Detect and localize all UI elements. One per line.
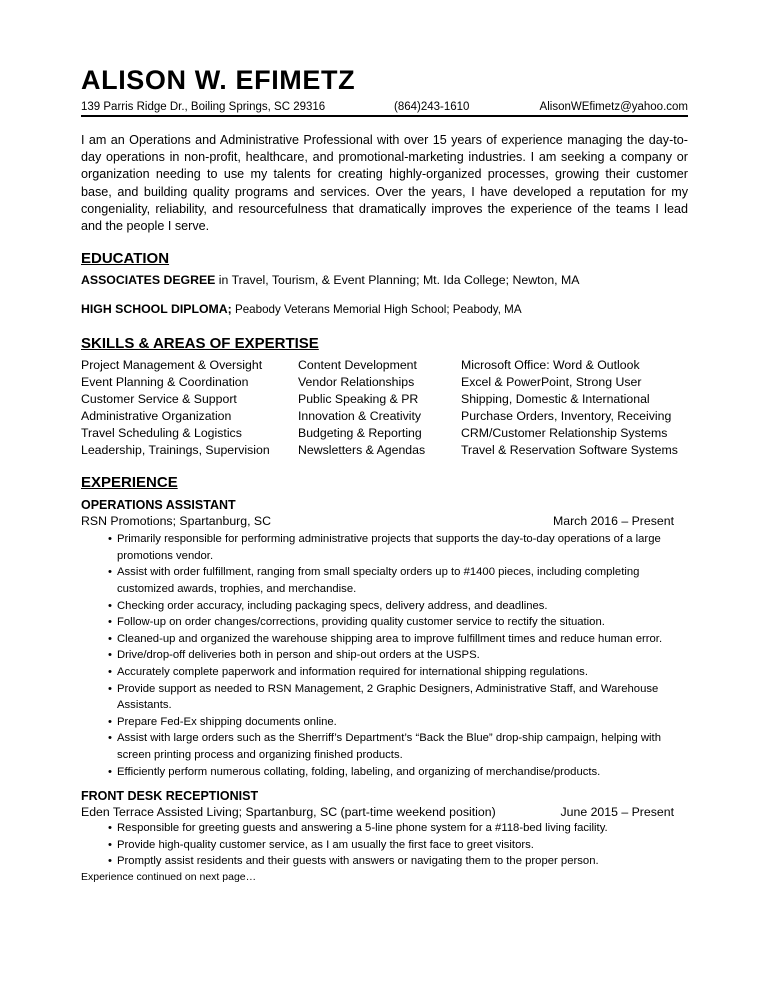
bullet-item: • Follow-up on order changes/corrections, providing quality customer service to rectify the situation. [108, 614, 688, 631]
skills-section [81, 335, 688, 459]
job-entry [81, 497, 688, 780]
education-entry [81, 272, 688, 288]
skill-item: Customer Service & Support [81, 392, 237, 407]
resume-page [81, 64, 688, 884]
skills-column-3 [461, 357, 688, 459]
bullet-item: • Provide support as needed to RSN Management, 2 Graphic Designers, Administrative Staff, and Warehouse Assistants. [108, 681, 688, 714]
skill-item: Budgeting & Reporting [298, 426, 422, 441]
skills-column-1 [81, 357, 298, 459]
bullet-item: • Prepare Fed-Ex shipping documents online. [108, 714, 688, 731]
bullet-item: • Primarily responsible for performing administrative projects that supports the day-to-day operations of a large promotions vendor. [108, 531, 688, 564]
job-dates: March 2016 – Present [553, 514, 674, 529]
job-bullets [81, 531, 688, 780]
skill-item: Vendor Relationships [298, 375, 415, 390]
job-entry [81, 788, 688, 870]
skill-item: Project Management & Oversight [81, 358, 263, 373]
experience-section [81, 474, 688, 884]
skill-item: Public Speaking & PR [298, 392, 419, 407]
skill-item: Travel & Reservation Software Systems [461, 443, 678, 458]
skill-item: Travel Scheduling & Logistics [81, 426, 242, 441]
education-section [81, 250, 688, 318]
job-meta [81, 513, 688, 529]
bullet-item: • Accurately complete paperwork and information required for international shipping regulations. [108, 664, 688, 681]
bullet-item: • Efficiently perform numerous collating, folding, labeling, and organizing of merchandise/products. [108, 764, 688, 781]
bullet-item: • Drive/drop-off deliveries both in person and ship-out orders at the USPS. [108, 647, 688, 664]
bullet-item: • Checking order accuracy, including packaging specs, delivery address, and deadlines. [108, 598, 688, 615]
job-dates: June 2015 – Present [560, 805, 674, 820]
experience-heading: EXPERIENCE [81, 474, 178, 492]
job-bullets [81, 820, 688, 870]
skills-column-2 [298, 357, 461, 459]
skill-item: Administrative Organization [81, 409, 232, 424]
skill-item: Excel & PowerPoint, Strong User [461, 375, 642, 390]
bullet-item: • Responsible for greeting guests and answering a 5-line phone system for a #118-bed living facility. [108, 820, 688, 837]
skills-heading: SKILLS & AREAS OF EXPERTISE [81, 335, 319, 353]
job-employer: RSN Promotions; Spartanburg, SC [81, 514, 272, 529]
degree-detail: Peabody Veterans Memorial High School; Peabody, MA [231, 303, 522, 317]
degree-label: ASSOCIATES DEGREE [81, 273, 216, 288]
skill-item: Event Planning & Coordination [81, 375, 249, 390]
bullet-item: • Provide high-quality customer service, as I am usually the first face to greet visitors. [108, 837, 688, 854]
degree-label: HIGH SCHOOL DIPLOMA; [81, 302, 232, 317]
job-meta [81, 804, 688, 820]
continued-note: Experience continued on next page… [81, 870, 257, 883]
bullet-item: • Assist with order fulfillment, ranging from small specialty orders up to #1400 pieces, including completing customized awards, trophies, and merchandise. [108, 564, 688, 597]
skill-item: Content Development [298, 358, 417, 373]
skill-item: Microsoft Office: Word & Outlook [461, 358, 640, 373]
email-text: AlisonWEfimetz@yahoo.com [539, 101, 688, 113]
job-employer: Eden Terrace Assisted Living; Spartanburg, SC (part-time weekend position) [81, 805, 496, 820]
address-text: 139 Parris Ridge Dr., Boiling Springs, SC 29316 [81, 101, 326, 113]
summary-paragraph: I am an Operations and Administrative Professional with over 15 years of experience managing the day-to-day operations in non-profit, healthcare, and promotional-marketing industries. I am seeking a company or organization needing to use my talents for creating highly-organized processes, growing their customer base, and building quality programs and services. Over the years, I have developed a reputation for my congeniality, reliability, and resourcefulness that dramatically improves the experience of the teams I lead and the people I serve. [81, 133, 688, 234]
job-title: OPERATIONS ASSISTANT [81, 498, 236, 513]
bullet-item: • Promptly assist residents and their guests with answers or navigating them to the proper person. [108, 853, 688, 870]
job-title: FRONT DESK RECEPTIONIST [81, 789, 259, 804]
skills-grid [81, 357, 688, 459]
skill-item: Newsletters & Agendas [298, 443, 426, 458]
bullet-item: • Assist with large orders such as the Sherriff’s Department’s “Back the Blue” drop-ship campaign, helping with screen printing process and organizing finished products. [108, 730, 688, 763]
education-heading: EDUCATION [81, 250, 170, 268]
skill-item: Shipping, Domestic & International [461, 392, 650, 407]
skill-item: Innovation & Creativity [298, 409, 422, 424]
skill-item: CRM/Customer Relationship Systems [461, 426, 668, 441]
skill-item: Leadership, Trainings, Supervision [81, 443, 270, 458]
education-entry [81, 301, 688, 318]
bullet-item: • Cleaned-up and organized the warehouse shipping area to improve fulfillment times and reduce human error. [108, 631, 688, 648]
degree-detail: in Travel, Tourism, & Event Planning; Mt. Ida College; Newton, MA [215, 273, 580, 288]
contact-line [81, 100, 688, 117]
candidate-name: ALISON W. EFIMETZ [81, 65, 356, 95]
phone-text: (864)243-1610 [394, 101, 470, 113]
skill-item: Purchase Orders, Inventory, Receiving [461, 409, 672, 424]
